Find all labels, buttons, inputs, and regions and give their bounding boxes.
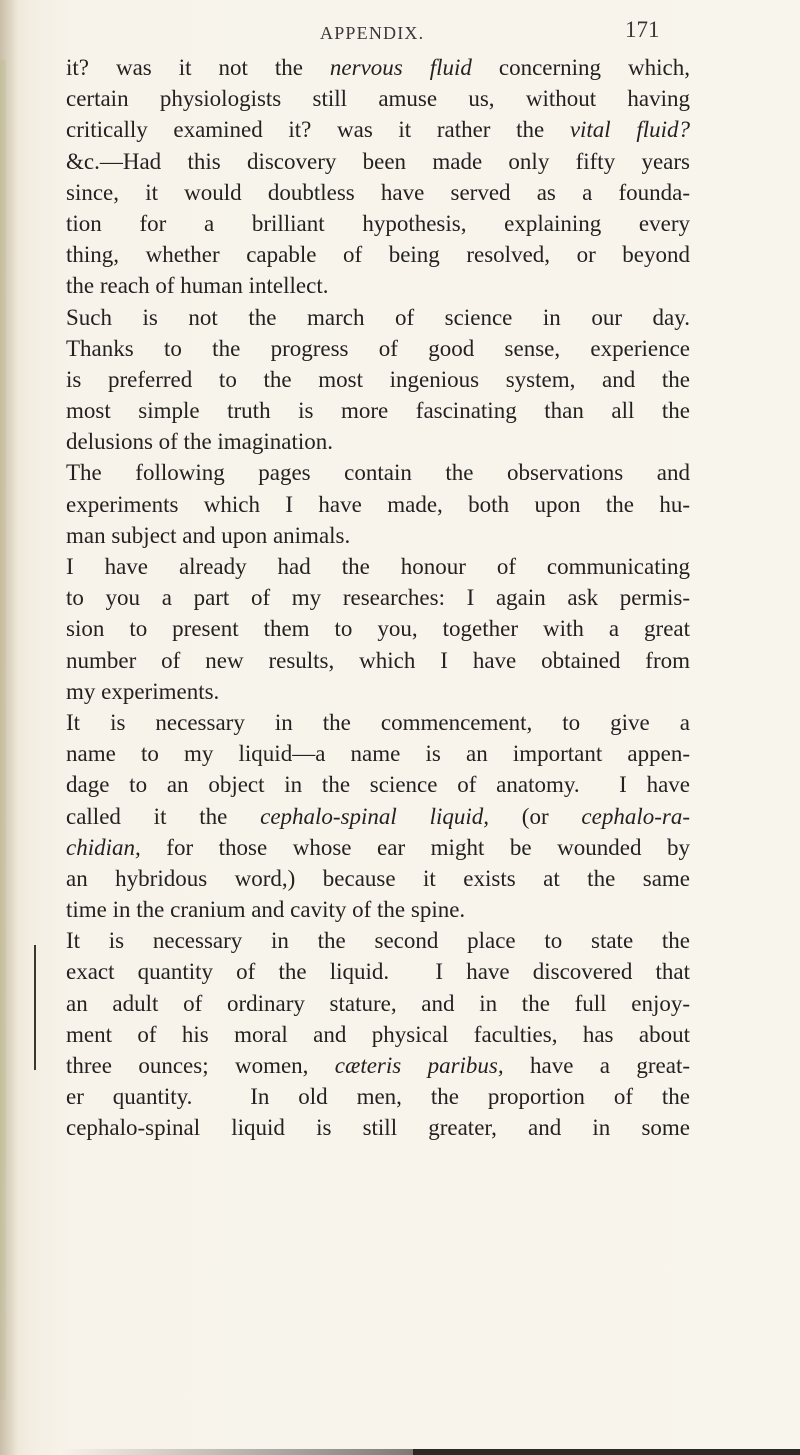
text-line [66, 645, 690, 676]
running-head: APPENDIX. [320, 23, 425, 43]
text-segment: dage to an object in the science of anatomy. I have [66, 772, 690, 798]
bottom-rule [413, 1449, 800, 1455]
text-segment: number of new results, which I have obtained from [66, 647, 690, 673]
text-segment: since, it would doubtless have served as a founda- [66, 179, 690, 205]
text-segment: it? was it not the [66, 55, 330, 80]
text-line [66, 114, 690, 145]
text-line [66, 364, 690, 395]
text-line [66, 489, 690, 520]
text-segment: concerning which, [471, 55, 690, 80]
italic-text-segment: vital fluid? [569, 117, 690, 143]
text-line [66, 83, 690, 114]
text-segment: tion for a brilliant hypothesis, explaining every [66, 210, 690, 236]
text-segment: critically examined it? was it rather the [66, 117, 570, 143]
text-segment: certain physiologists still amuse us, without having [66, 86, 690, 112]
text-line [66, 426, 690, 457]
text-segment: delusions of the imagination. [66, 429, 334, 455]
text-line [66, 582, 690, 613]
text-segment: to you a part of my researches: I again ask permis- [66, 585, 690, 611]
text-line [66, 52, 690, 83]
text-segment: called it the [66, 803, 261, 829]
text-segment: (or [489, 803, 582, 829]
text-line [66, 956, 690, 987]
text-segment: have a great- [503, 1053, 690, 1078]
text-line [66, 801, 690, 832]
text-line [66, 925, 690, 956]
text-line [66, 208, 690, 239]
text-segment: It is necessary in the second place to state the [66, 928, 690, 954]
text-line [66, 738, 690, 769]
text-segment: thing, whether capable of being resolved, or beyond [66, 242, 690, 268]
text-line [66, 270, 690, 301]
italic-text-segment: cephalo-ra- [581, 803, 690, 829]
text-segment: I have already had the honour of communicating [66, 554, 690, 579]
text-line [66, 613, 690, 644]
text-segment: Such is not the march of science in our day. [66, 304, 690, 330]
italic-text-segment: cæteris paribus, [334, 1053, 504, 1078]
italic-text-segment: nervous fluid [329, 55, 472, 80]
text-line [66, 707, 690, 738]
text-line [66, 146, 690, 177]
page-number: 171 [625, 17, 660, 42]
text-segment: is preferred to the most ingenious system, and the [66, 366, 690, 392]
text-line [66, 395, 690, 426]
text-line [66, 302, 690, 333]
gutter-tint [0, 60, 6, 1400]
text-segment: an adult of ordinary stature, and in the full enjoy- [66, 990, 690, 1016]
text-line [66, 457, 690, 488]
italic-text-segment: cephalo-spinal liquid, [260, 803, 490, 829]
italic-text-segment: chidian, [66, 834, 141, 860]
text-line [66, 1050, 690, 1081]
text-line [66, 863, 690, 894]
text-segment: experiments which I have made, both upon the hu- [66, 491, 690, 517]
text-line [66, 177, 690, 208]
text-segment: an hybridous word,) because it exists at the same [66, 865, 690, 891]
body-text [66, 52, 690, 1144]
text-segment: three ounces; women, [66, 1053, 335, 1078]
text-line [66, 1112, 690, 1143]
page-header [0, 17, 800, 53]
text-segment: ment of his moral and physical faculties, has about [66, 1021, 690, 1047]
text-line [66, 988, 690, 1019]
margin-rule [34, 945, 36, 1070]
text-segment: &c.—Had this discovery been made only fifty years [66, 148, 690, 174]
text-line [66, 239, 690, 270]
text-line [66, 520, 690, 551]
text-line [66, 894, 690, 925]
text-line [66, 676, 690, 707]
text-segment: man subject and upon animals. [66, 522, 351, 548]
text-segment: my experiments. [66, 678, 220, 704]
text-segment: for those whose ear might be wounded by [140, 834, 690, 860]
bottom-rule-fade [60, 1449, 413, 1455]
text-segment: the reach of human intellect. [66, 273, 329, 299]
text-line [66, 832, 690, 863]
text-segment: It is necessary in the commencement, to give a [66, 709, 690, 735]
text-line [66, 769, 690, 800]
text-segment: The following pages contain the observations and [66, 460, 690, 486]
text-line [66, 1019, 690, 1050]
text-line [66, 551, 690, 582]
text-segment: most simple truth is more fascinating than all the [66, 398, 690, 424]
text-line [66, 333, 690, 364]
text-segment: exact quantity of the liquid. I have discovered that [66, 959, 690, 985]
text-segment: Thanks to the progress of good sense, experience [66, 335, 690, 361]
text-segment: cephalo-spinal liquid is still greater, and in some [66, 1115, 690, 1141]
text-line [66, 1081, 690, 1112]
text-segment: name to my liquid—a name is an important appen- [66, 741, 690, 767]
text-segment: sion to present them to you, together with a great [66, 616, 690, 642]
text-segment: time in the cranium and cavity of the spine. [66, 897, 466, 923]
text-segment: er quantity. In old men, the proportion of the [66, 1084, 690, 1110]
